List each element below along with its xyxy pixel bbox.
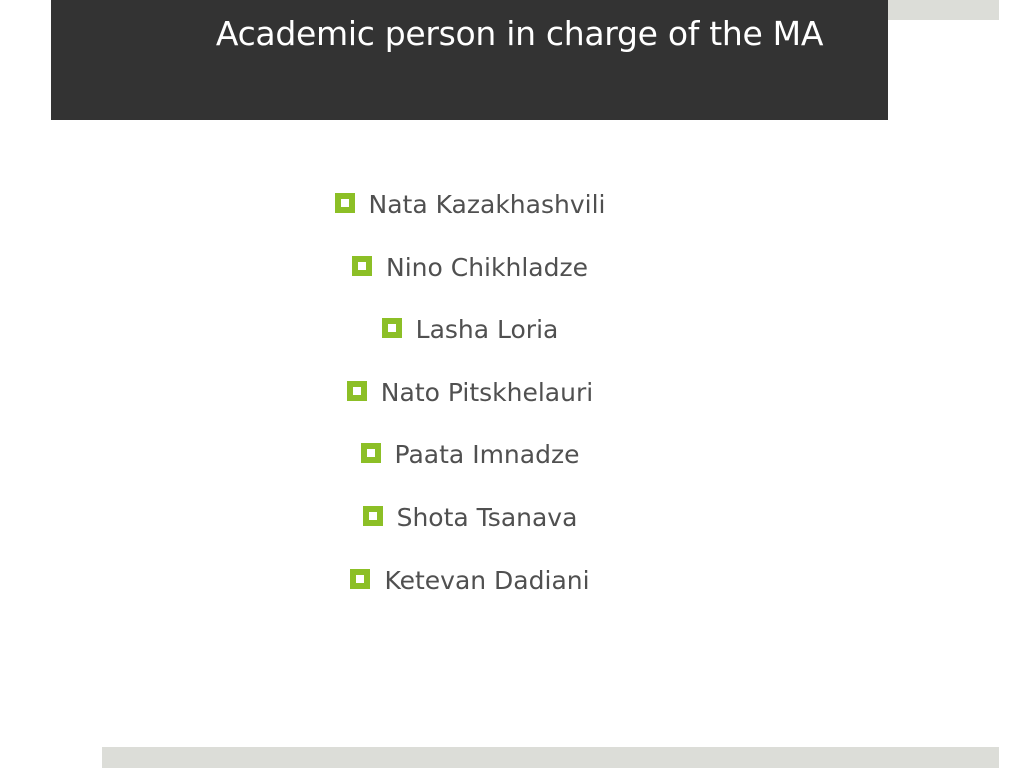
list-item-name: Shota Tsanava (396, 502, 578, 532)
list-item-name: Lasha Loria (415, 315, 559, 345)
list-item-name: Nata Kazakhashvili (368, 190, 606, 219)
title-box (51, 0, 888, 120)
list-item-name: Nato Pitskhelauri (380, 377, 594, 407)
list-item (0, 440, 940, 503)
list-item (0, 190, 940, 253)
bottom-accent-bar (102, 747, 999, 768)
top-accent-bar (883, 0, 999, 20)
list-item (0, 253, 940, 316)
square-bullet-icon (361, 443, 381, 463)
list-item-name: Paata Imnadze (394, 440, 580, 470)
square-bullet-icon (350, 569, 370, 589)
list-item-name: Nino Chikhladze (386, 252, 588, 282)
square-bullet-icon (347, 381, 367, 401)
square-bullet-icon (382, 318, 402, 338)
square-bullet-icon (352, 256, 372, 276)
square-bullet-icon (363, 506, 383, 526)
list-item (0, 566, 940, 629)
list-item-name: Ketevan Dadiani (384, 565, 590, 595)
slide-title: Academic person in charge of the MA (215, 14, 824, 53)
square-bullet-icon (335, 193, 355, 213)
list-item (0, 503, 940, 566)
list-item (0, 315, 940, 378)
name-list (0, 190, 940, 628)
list-item (0, 378, 940, 441)
